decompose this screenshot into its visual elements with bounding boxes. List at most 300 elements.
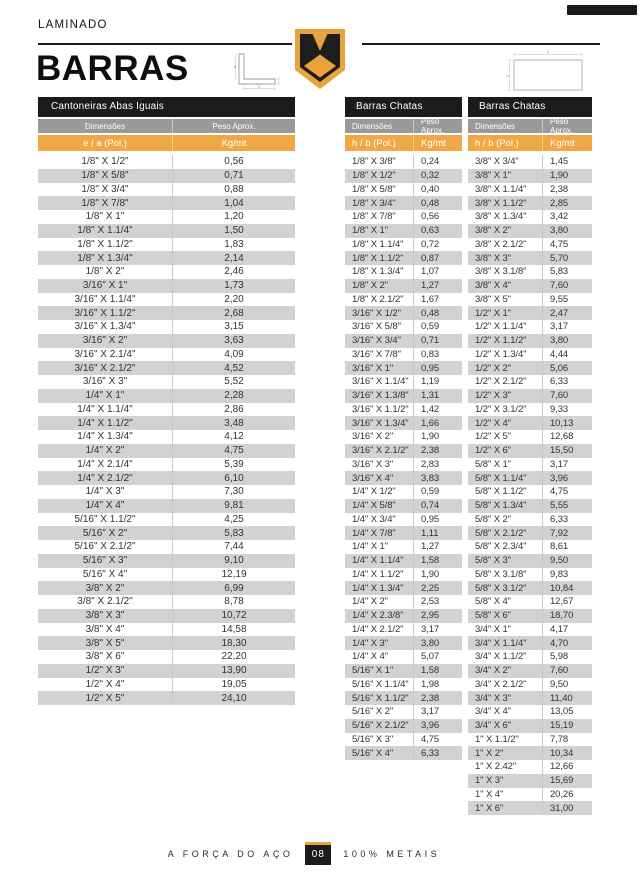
table-row xyxy=(468,760,592,774)
weight-cell: 12,66 xyxy=(542,760,592,774)
table-row xyxy=(38,155,295,169)
weight-cell: 7,60 xyxy=(542,664,592,678)
table-row xyxy=(345,430,462,444)
table-row xyxy=(468,636,592,650)
dimension-cell: 1/4" X 1.1/2" xyxy=(77,417,133,429)
weight-cell: 11,40 xyxy=(542,691,592,705)
weight-cell: 3,17 xyxy=(413,705,462,719)
table-row xyxy=(345,485,462,499)
weight-cell: 0,63 xyxy=(413,224,462,238)
table-row xyxy=(468,733,592,747)
table-row xyxy=(468,526,592,540)
weight-cell: 3,17 xyxy=(542,458,592,472)
table-row xyxy=(345,568,462,582)
weight-cell: 1,98 xyxy=(413,678,462,692)
dimension-cell: 3/16" X 4" xyxy=(352,472,394,484)
table-row xyxy=(468,389,592,403)
table-row xyxy=(345,526,462,540)
table-row xyxy=(38,623,295,637)
table-row xyxy=(38,485,295,499)
table-row xyxy=(345,348,462,362)
dimension-cell: 5/8" X 1.3/4" xyxy=(475,500,527,512)
flat-dim-label-h: h xyxy=(506,73,509,78)
weight-cell: 9,81 xyxy=(172,499,295,513)
dimension-cell: 3/8" X 4" xyxy=(85,623,125,635)
dimension-cell: 5/8" X 2.3/4" xyxy=(475,541,527,553)
table-row xyxy=(468,375,592,389)
weight-cell: 1,11 xyxy=(413,526,462,540)
dimension-cell: 3/16" X 2.1/4" xyxy=(74,348,136,360)
table-title: Barras Chatas xyxy=(468,97,592,117)
table-row xyxy=(345,334,462,348)
dimension-cell: 1/8" X 1.3/4" xyxy=(77,252,133,264)
weight-cell: 2,38 xyxy=(413,691,462,705)
table-row xyxy=(38,458,295,472)
table-row xyxy=(38,554,295,568)
weight-cell: 7,30 xyxy=(172,485,295,499)
dimension-cell: 3/16" X 1" xyxy=(352,362,394,374)
dimension-cell: 3/16" X 2.1/2" xyxy=(352,445,409,457)
table-row xyxy=(468,293,592,307)
table-row xyxy=(345,403,462,417)
weight-cell: 5,52 xyxy=(172,375,295,389)
weight-cell: 3,63 xyxy=(172,334,295,348)
weight-cell: 7,60 xyxy=(542,279,592,293)
angle-dim-label-a: a xyxy=(257,83,261,89)
table-row xyxy=(38,196,295,210)
weight-cell: 4,75 xyxy=(542,238,592,252)
table-row xyxy=(468,581,592,595)
dimension-cell: 3/8" X 3" xyxy=(85,610,125,622)
table-row xyxy=(468,306,592,320)
table-row xyxy=(345,609,462,623)
weight-cell: 1,27 xyxy=(413,279,462,293)
angle-dim-label-e: e xyxy=(234,64,237,69)
table-row xyxy=(38,279,295,293)
table-row xyxy=(468,623,592,637)
table-row xyxy=(38,581,295,595)
table-row xyxy=(468,416,592,430)
dimension-cell: 3/8" X 5" xyxy=(475,293,511,305)
weight-cell: 0,56 xyxy=(413,210,462,224)
table-barras-chatas-2 xyxy=(468,97,592,815)
weight-cell: 1,07 xyxy=(413,265,462,279)
dimension-cell: 5/16" X 3" xyxy=(352,733,394,745)
table-title: Cantoneiras Abas Iguais xyxy=(38,97,295,117)
table-row xyxy=(345,513,462,527)
weight-cell: 5,83 xyxy=(172,526,295,540)
weight-cell: 1,42 xyxy=(413,403,462,417)
dimension-cell: 1/2" X 4" xyxy=(475,417,511,429)
table-row xyxy=(38,609,295,623)
page-title: BARRAS xyxy=(36,49,189,88)
dimension-cell: 3/16" X 2.1/2" xyxy=(74,362,136,374)
table-row xyxy=(345,540,462,554)
dimension-cell: 3/4" X 6" xyxy=(475,720,511,732)
weight-cell: 2,14 xyxy=(172,251,295,265)
weight-cell: 4,75 xyxy=(413,733,462,747)
table-row xyxy=(468,595,592,609)
dimension-cell: 1/4" X 3" xyxy=(352,637,388,649)
weight-cell: 0,59 xyxy=(413,320,462,334)
dimension-cell: 1/8" X 2" xyxy=(352,280,388,292)
table-row xyxy=(38,471,295,485)
table-row xyxy=(468,664,592,678)
dimension-cell: 1/4" X 1.3/4" xyxy=(352,582,404,594)
weight-cell: 2,20 xyxy=(172,293,295,307)
weight-cell: 13,90 xyxy=(172,664,295,678)
weight-cell: 1,90 xyxy=(413,430,462,444)
table-row xyxy=(345,210,462,224)
dimension-cell: 1/2" X 2" xyxy=(475,362,511,374)
table-row xyxy=(38,334,295,348)
dimension-cell: 1/8" X 1.1/4" xyxy=(352,238,404,250)
weight-cell: 7,44 xyxy=(172,540,295,554)
footer-slogan-left: A FORÇA DO AÇO xyxy=(167,848,294,859)
dimension-cell: 1" X 2.42" xyxy=(475,761,517,773)
weight-cell: 19,05 xyxy=(172,678,295,692)
weight-cell: 3,17 xyxy=(542,320,592,334)
table-row xyxy=(38,403,295,417)
dimension-cell: 3/16" X 2" xyxy=(82,335,128,347)
weight-cell: 5,83 xyxy=(542,265,592,279)
weight-cell: 1,50 xyxy=(172,224,295,238)
section-label: LAMINADO xyxy=(38,19,108,31)
weight-cell: 10,84 xyxy=(542,581,592,595)
dimension-cell: 1/4" X 5/8" xyxy=(352,500,396,512)
weight-cell: 3,15 xyxy=(172,320,295,334)
dimension-cell: 5/16" X 2.1/2" xyxy=(352,720,409,732)
table-row xyxy=(345,458,462,472)
dimension-cell: 3/4" X 1" xyxy=(475,623,511,635)
table-unit-row xyxy=(468,135,592,151)
table-row xyxy=(468,224,592,238)
weight-cell: 10,34 xyxy=(542,746,592,760)
weight-cell: 0,59 xyxy=(413,485,462,499)
table-row xyxy=(345,719,462,733)
weight-cell: 10,13 xyxy=(542,416,592,430)
dimension-cell: 3/16" X 1.3/4" xyxy=(74,321,136,333)
dimension-cell: 5/16" X 2" xyxy=(352,706,394,718)
table-row xyxy=(38,444,295,458)
dimension-cell: 3/16" X 3" xyxy=(352,458,394,470)
footer xyxy=(0,842,608,865)
header-rule-right xyxy=(362,43,600,45)
dimension-cell: 3/4" X 2" xyxy=(475,665,511,677)
table-row xyxy=(345,389,462,403)
table-row xyxy=(345,251,462,265)
weight-cell: 1,58 xyxy=(413,664,462,678)
weight-cell: 0,48 xyxy=(413,306,462,320)
table-row xyxy=(345,746,462,760)
dimension-cell: 3/16" X 3" xyxy=(82,376,128,388)
weight-cell: 22,20 xyxy=(172,650,295,664)
weight-cell: 1,19 xyxy=(413,375,462,389)
table-row xyxy=(345,705,462,719)
footer-slogan-right: 100% METAIS xyxy=(343,848,441,859)
dimension-cell: 1/2" X 1.1/2" xyxy=(475,335,527,347)
table-unit-row xyxy=(38,135,295,151)
table-header-row xyxy=(345,119,462,133)
weight-cell: 4,44 xyxy=(542,348,592,362)
weight-cell: 5,55 xyxy=(542,499,592,513)
dimension-cell: 3/4" X 1.1/2" xyxy=(475,651,527,663)
weight-cell: 6,10 xyxy=(172,471,295,485)
table-row xyxy=(468,183,592,197)
table-row xyxy=(345,320,462,334)
dimension-cell: 1/4" X 2.1/2" xyxy=(77,472,133,484)
dimension-cell: 3/16" X 1.3/8" xyxy=(352,390,409,402)
column-header-dimensions: Dimensões xyxy=(475,121,516,131)
dimension-cell: 5/8" X 3.1/8" xyxy=(475,568,527,580)
dimension-cell: 1/2" X 2.1/2" xyxy=(475,376,527,388)
table-row xyxy=(38,348,295,362)
column-header-weight: Peso Aprox. xyxy=(542,119,592,133)
weight-cell: 7,60 xyxy=(542,389,592,403)
table-row xyxy=(468,320,592,334)
dimension-cell: 1/8" X 1.3/4" xyxy=(352,266,404,278)
table-row xyxy=(345,554,462,568)
dimension-cell: 1/4" X 1.1/2" xyxy=(352,568,404,580)
table-row xyxy=(468,265,592,279)
table-row xyxy=(38,238,295,252)
table-row xyxy=(345,293,462,307)
table-row xyxy=(345,155,462,169)
weight-cell: 8,78 xyxy=(172,595,295,609)
table-row xyxy=(345,265,462,279)
weight-cell: 1,90 xyxy=(413,568,462,582)
weight-cell: 2,46 xyxy=(172,265,295,279)
weight-cell: 4,09 xyxy=(172,348,295,362)
table-row xyxy=(38,513,295,527)
table-row xyxy=(38,595,295,609)
weight-cell: 0,32 xyxy=(413,169,462,183)
dimension-cell: 1/4" X 2.1/2" xyxy=(352,623,404,635)
weight-cell: 6,33 xyxy=(413,746,462,760)
weight-cell: 2,86 xyxy=(172,403,295,417)
table-row xyxy=(345,581,462,595)
dimension-cell: 1" X 3" xyxy=(475,775,504,787)
weight-cell: 6,99 xyxy=(172,581,295,595)
dimension-cell: 5/16" X 2" xyxy=(82,527,128,539)
dimension-cell: 1/4" X 1/2" xyxy=(352,486,396,498)
dimension-cell: 1/8" X 7/8" xyxy=(81,197,129,209)
table-row xyxy=(468,691,592,705)
weight-cell: 3,17 xyxy=(413,623,462,637)
weight-cell: 0,71 xyxy=(172,169,295,183)
table-row xyxy=(345,183,462,197)
dimension-cell: 1/4" X 2" xyxy=(85,445,125,457)
dimension-cell: 3/4" X 2.1/2" xyxy=(475,678,527,690)
table-row xyxy=(38,224,295,238)
table-header-row xyxy=(468,119,592,133)
table-row xyxy=(468,554,592,568)
dimension-cell: 3/16" X 1.1/4" xyxy=(74,293,136,305)
table-row xyxy=(345,595,462,609)
table-row xyxy=(468,471,592,485)
header-rule-left xyxy=(38,43,292,45)
table-row xyxy=(468,251,592,265)
weight-cell: 1,20 xyxy=(172,210,295,224)
table-row xyxy=(38,320,295,334)
table-row xyxy=(468,458,592,472)
table-row xyxy=(38,251,295,265)
dimension-cell: 3/16" X 1.1/2" xyxy=(352,403,409,415)
unit-weight: Kg/mt xyxy=(413,135,462,151)
dimension-cell: 5/8" X 1.1/2" xyxy=(475,486,527,498)
dimension-cell: 5/16" X 2.1/2" xyxy=(74,541,136,553)
table-row xyxy=(468,155,592,169)
table-row xyxy=(345,279,462,293)
table-row xyxy=(345,623,462,637)
table-row xyxy=(38,678,295,692)
dimension-cell: 1/8" X 1.1/2" xyxy=(77,238,133,250)
weight-cell: 0,56 xyxy=(172,155,295,169)
dimension-cell: 1/2" X 1.1/4" xyxy=(475,321,527,333)
table-row xyxy=(345,444,462,458)
table-row xyxy=(468,513,592,527)
dimension-cell: 1/8" X 7/8" xyxy=(352,211,396,223)
table-row xyxy=(345,361,462,375)
weight-cell: 2,47 xyxy=(542,306,592,320)
table-row xyxy=(468,169,592,183)
table-row xyxy=(468,444,592,458)
table-cantoneiras xyxy=(38,97,295,705)
weight-cell: 0,72 xyxy=(413,238,462,252)
dimension-cell: 1/2" X 3" xyxy=(85,665,125,677)
table-row xyxy=(38,183,295,197)
dimension-cell: 1/4" X 1.1/4" xyxy=(352,555,404,567)
table-row xyxy=(345,169,462,183)
weight-cell: 1,27 xyxy=(413,540,462,554)
weight-cell: 5,07 xyxy=(413,650,462,664)
dimension-cell: 1/8" X 1.1/2" xyxy=(352,252,404,264)
weight-cell: 0,40 xyxy=(413,183,462,197)
dimension-cell: 1/8" X 1" xyxy=(85,211,125,223)
table-row xyxy=(38,375,295,389)
weight-cell: 3,80 xyxy=(542,224,592,238)
table-row xyxy=(468,609,592,623)
table-row xyxy=(468,788,592,802)
dimension-cell: 1/4" X 2.1/4" xyxy=(77,458,133,470)
table-row xyxy=(468,650,592,664)
weight-cell: 5,06 xyxy=(542,361,592,375)
dimension-cell: 3/16" X 1/2" xyxy=(352,307,401,319)
table-row xyxy=(468,238,592,252)
weight-cell: 13,05 xyxy=(542,705,592,719)
table-row xyxy=(345,650,462,664)
dimension-cell: 3/8" X 3" xyxy=(475,252,511,264)
dimension-cell: 1/2" X 6" xyxy=(475,445,511,457)
dimension-cell: 1" X 1.1/2" xyxy=(475,733,519,745)
dimension-cell: 5/16" X 3" xyxy=(82,555,128,567)
table-row xyxy=(345,375,462,389)
weight-cell: 2,83 xyxy=(413,458,462,472)
table-row xyxy=(38,691,295,705)
weight-cell: 18,70 xyxy=(542,609,592,623)
weight-cell: 4,75 xyxy=(542,485,592,499)
table-row xyxy=(38,306,295,320)
weight-cell: 1,58 xyxy=(413,554,462,568)
weight-cell: 4,25 xyxy=(172,513,295,527)
dimension-cell: 1/8" X 3/8" xyxy=(352,156,396,168)
weight-cell: 5,70 xyxy=(542,251,592,265)
weight-cell: 5,39 xyxy=(172,458,295,472)
dimension-cell: 3/8" X 2" xyxy=(85,582,125,594)
table-row xyxy=(345,678,462,692)
unit-weight: Kg/mt xyxy=(172,135,295,151)
dimension-cell: 1" X 2" xyxy=(475,747,504,759)
weight-cell: 4,17 xyxy=(542,623,592,637)
table-header-row xyxy=(38,119,295,133)
dimension-cell: 3/8" X 3.1/8" xyxy=(475,266,527,278)
weight-cell: 2,38 xyxy=(413,444,462,458)
table-row xyxy=(468,719,592,733)
weight-cell: 9,50 xyxy=(542,554,592,568)
table-row xyxy=(468,568,592,582)
table-title: Barras Chatas xyxy=(345,97,462,117)
dimension-cell: 1/4" X 1.3/4" xyxy=(77,431,133,443)
table-row xyxy=(468,196,592,210)
dimension-cell: 1/8" X 5/8" xyxy=(81,170,129,182)
weight-cell: 0,48 xyxy=(413,196,462,210)
dimension-cell: 1" X 6" xyxy=(475,802,504,814)
table-row xyxy=(38,526,295,540)
dimension-cell: 3/16" X 7/8" xyxy=(352,348,401,360)
table-row xyxy=(38,430,295,444)
weight-cell: 6,33 xyxy=(542,513,592,527)
unit-dimensions: h / b (Pol.) xyxy=(352,137,396,149)
weight-cell: 0,83 xyxy=(413,348,462,362)
weight-cell: 3,96 xyxy=(542,471,592,485)
table-row xyxy=(468,499,592,513)
table-row xyxy=(345,664,462,678)
dimension-cell: 1/8" X 2" xyxy=(85,266,125,278)
dimension-cell: 1/4" X 1" xyxy=(85,390,125,402)
dimension-cell: 5/16" X 4" xyxy=(82,568,128,580)
weight-cell: 12,67 xyxy=(542,595,592,609)
column-header-dimensions: Dimensões xyxy=(352,121,393,131)
table-body xyxy=(38,155,295,705)
table-row xyxy=(345,238,462,252)
weight-cell: 9,10 xyxy=(172,554,295,568)
dimension-cell: 3/4" X 1.1/4" xyxy=(475,637,527,649)
table-row xyxy=(468,485,592,499)
dimension-cell: 3/16" X 1.1/4" xyxy=(352,376,409,388)
table-row xyxy=(345,471,462,485)
dimension-cell: 3/8" X 2" xyxy=(475,225,511,237)
angle-profile-icon xyxy=(233,52,281,92)
table-row xyxy=(38,169,295,183)
table-row xyxy=(468,705,592,719)
column-header-weight: Peso Aprox. xyxy=(172,119,295,133)
weight-cell: 4,52 xyxy=(172,361,295,375)
weight-cell: 6,33 xyxy=(542,375,592,389)
weight-cell: 4,12 xyxy=(172,430,295,444)
dimension-cell: 1/4" X 3/4" xyxy=(352,513,396,525)
dimension-cell: 3/16" X 2" xyxy=(352,431,394,443)
dimension-cell: 3/8" X 1.1/2" xyxy=(475,197,527,209)
weight-cell: 3,80 xyxy=(542,334,592,348)
table-row xyxy=(468,801,592,815)
dimension-cell: 3/8" X 3/4" xyxy=(475,156,519,168)
weight-cell: 4,75 xyxy=(172,444,295,458)
weight-cell: 10,72 xyxy=(172,609,295,623)
dimension-cell: 1/2" X 5" xyxy=(85,692,125,704)
table-row xyxy=(468,774,592,788)
dimension-cell: 1/2" X 4" xyxy=(85,678,125,690)
flat-dim-label-b: b xyxy=(546,50,550,55)
